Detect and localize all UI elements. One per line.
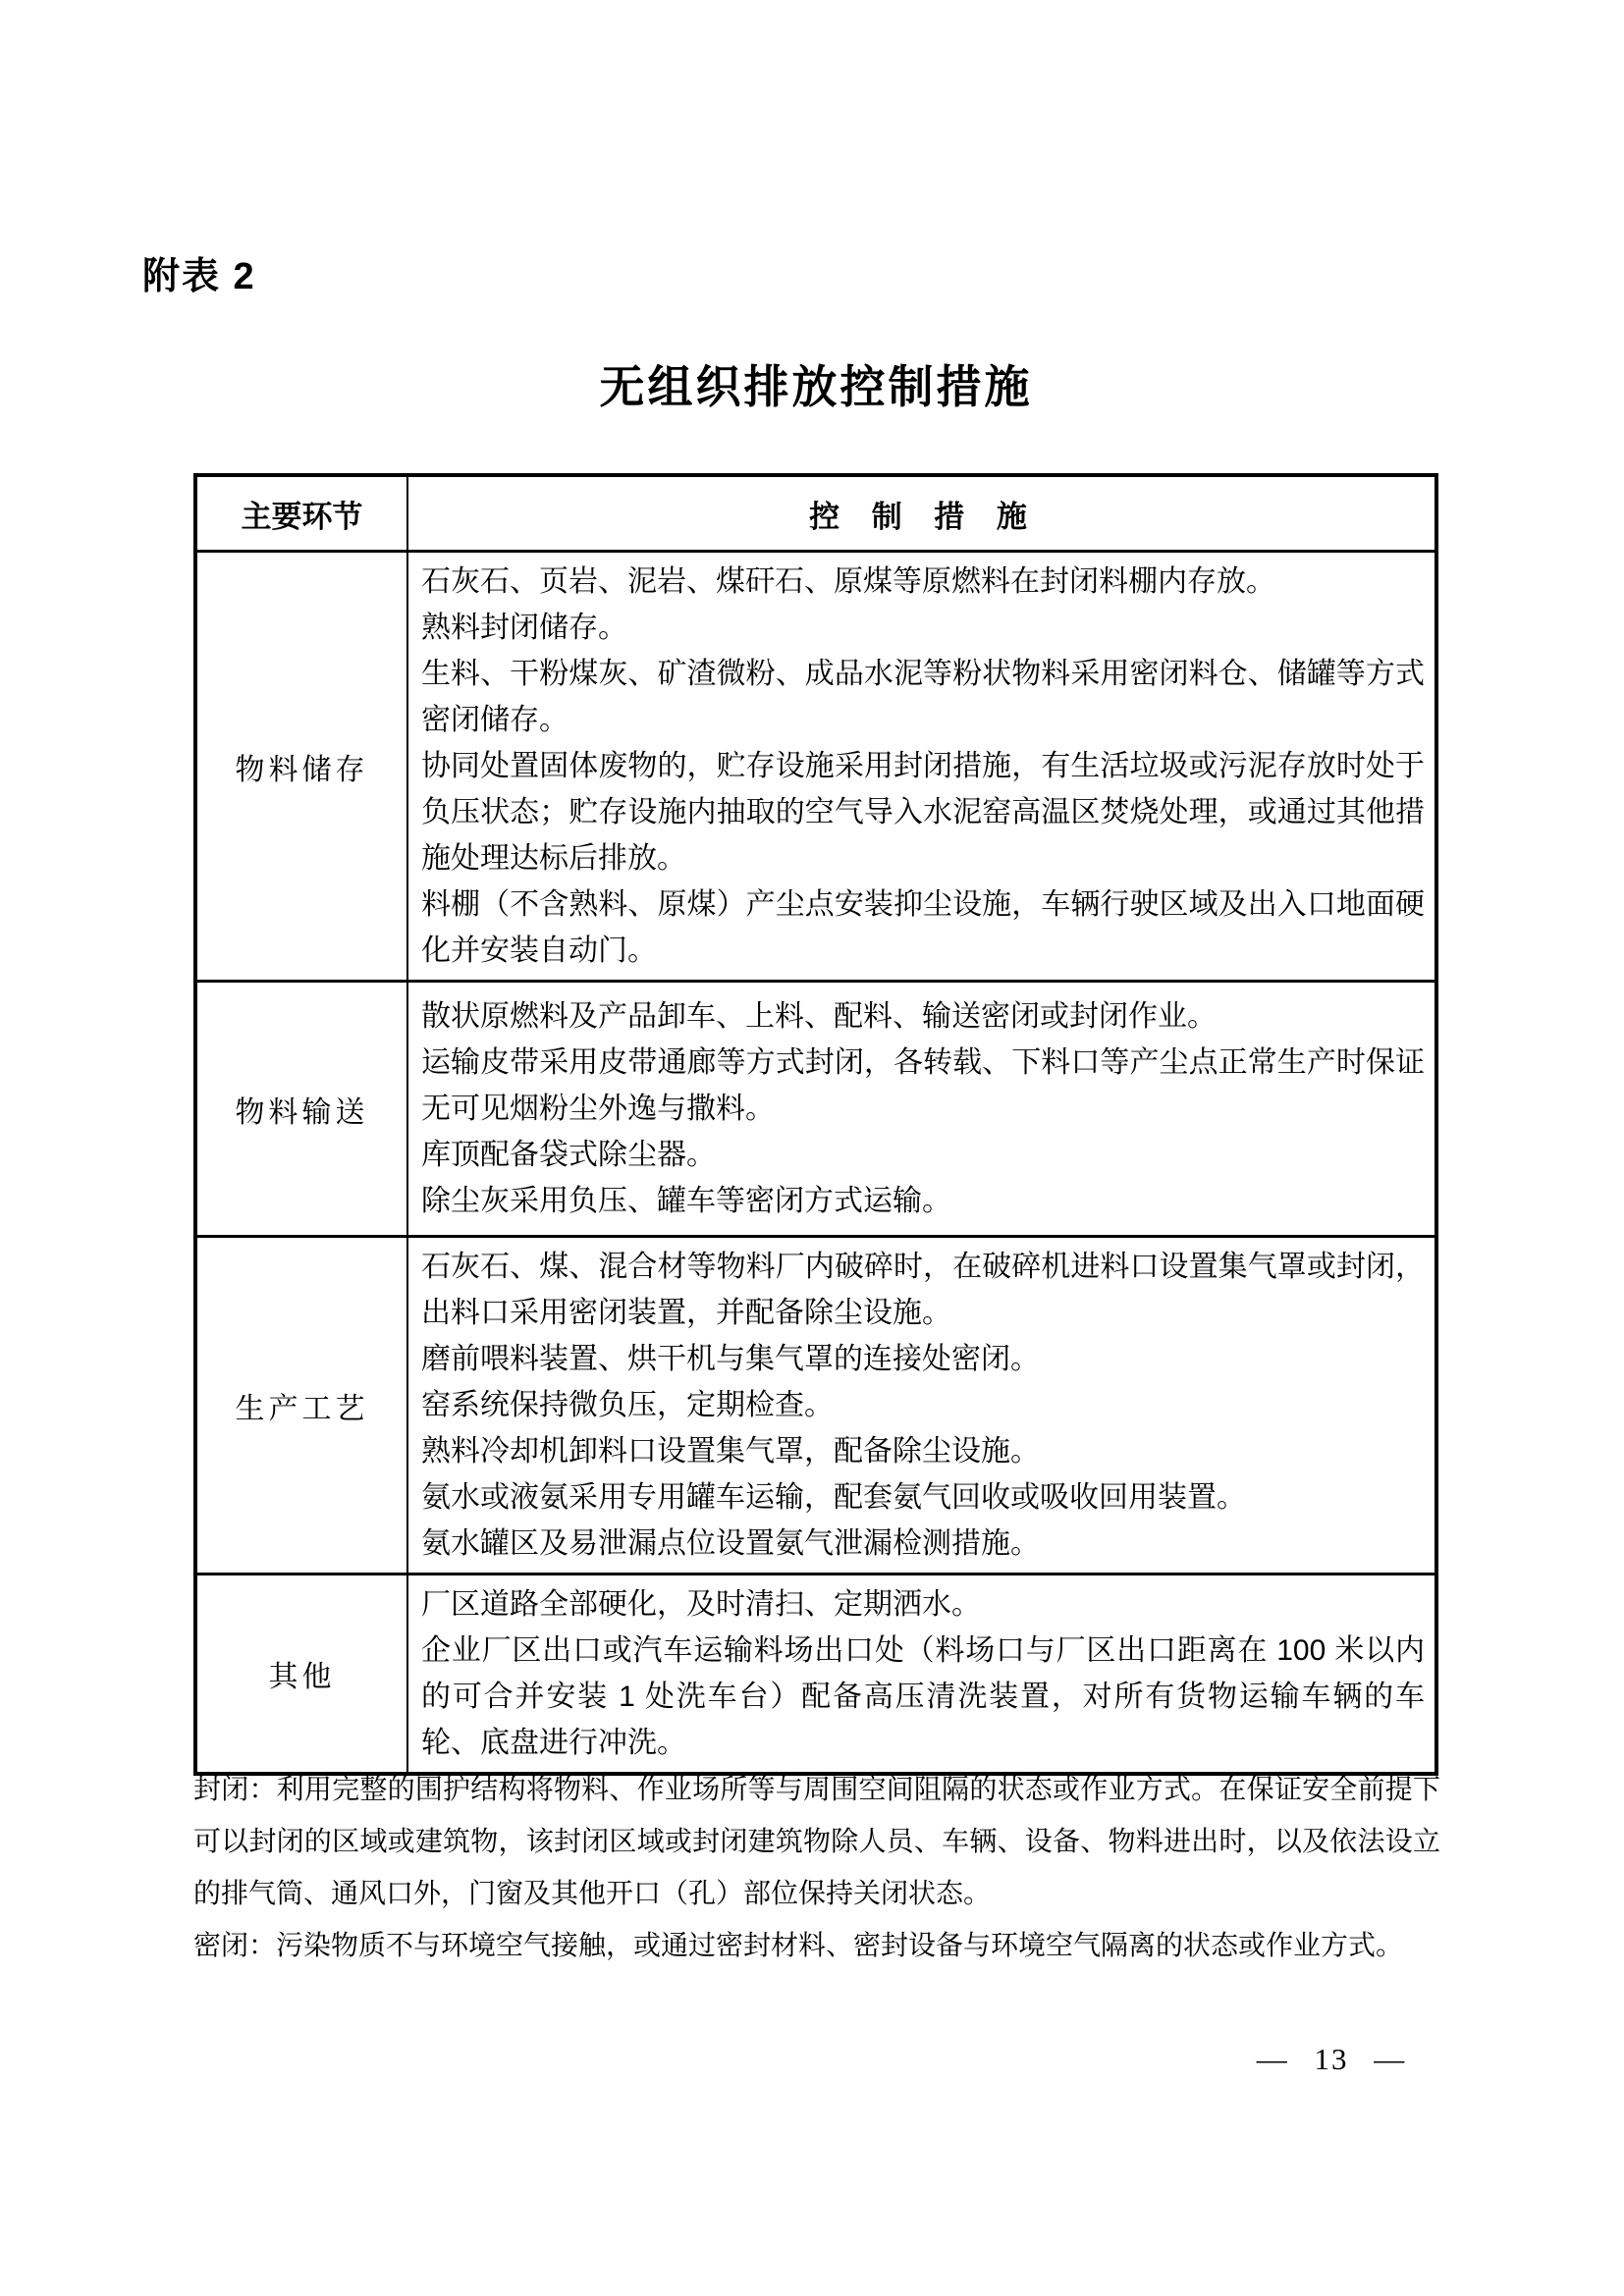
measure-item: 协同处置固体废物的，贮存设施采用封闭措施，有生活垃圾或污泥存放时处于负压状态；贮存设施内抽取的空气导入水泥窑高温区焚烧处理，或通过其他措施处理达标后排放。 xyxy=(421,750,1425,875)
row-label-material-transport: 物料输送 xyxy=(195,982,407,1237)
row-measures-production-process xyxy=(407,1237,1436,1575)
note-mibi-definition: 密闭：污染物质不与环境空气接触，或通过密封材料、密封设备与环境空气隔离的状态或作业方式。 xyxy=(193,1930,1404,1960)
table-row xyxy=(195,552,1436,982)
row-measures-material-transport xyxy=(407,982,1436,1237)
measure-item: 氨水或液氨采用专用罐车运输，配套氨气回收或吸收回用装置。 xyxy=(421,1481,1246,1514)
column-header-main-stage: 主要环节 xyxy=(195,475,407,552)
row-label-material-storage: 物料储存 xyxy=(195,552,407,982)
table-row xyxy=(195,982,1436,1237)
measure-item: 石灰石、页岩、泥岩、煤矸石、原煤等原燃料在封闭料棚内存放。 xyxy=(421,565,1275,598)
page-number: — 13 — xyxy=(1256,2042,1407,2076)
row-measures-material-storage xyxy=(407,552,1436,982)
table-header-row xyxy=(195,475,1436,552)
table-row xyxy=(195,1237,1436,1575)
measure-item: 企业厂区出口或汽车运输料场出口处（料场口与厂区出口距离在 100 米以内的可合并安装 1 处洗车台）配备高压清洗装置，对所有货物运输车辆的车轮、底盘进行冲洗。 xyxy=(421,1634,1425,1759)
table-row xyxy=(195,1575,1436,1775)
measure-item: 散状原燃料及产品卸车、上料、配料、输送密闭或封闭作业。 xyxy=(421,1000,1217,1033)
definition-notes xyxy=(193,1763,1440,1971)
measure-item: 磨前喂料装置、烘干机与集气罩的连接处密闭。 xyxy=(421,1343,1040,1375)
measure-item: 熟料封闭储存。 xyxy=(421,612,627,644)
row-label-production-process: 生产工艺 xyxy=(195,1237,407,1575)
note-fengbi-definition: 封闭：利用完整的围护结构将物料、作业场所等与周围空间阻隔的状态或作业方式。在保证安全前提下可以封闭的区域或建筑物，该封闭区域或封闭建筑物除人员、车辆、设备、物料进出时，以及依法设立的排气筒、通风口外，门窗及其他开口（孔）部位保持关闭状态。 xyxy=(193,1774,1440,1908)
row-label-other: 其他 xyxy=(195,1575,407,1775)
measure-item: 库顶配备袋式除尘器。 xyxy=(421,1139,716,1171)
row-measures-other xyxy=(407,1575,1436,1775)
measure-item: 氨水罐区及易泄漏点位设置氨气泄漏检测措施。 xyxy=(421,1527,1040,1560)
measure-item: 运输皮带采用皮带通廊等方式封闭，各转载、下料口等产尘点正常生产时保证无可见烟粉尘外逸与撒料。 xyxy=(421,1046,1425,1125)
page-title: 无组织排放控制措施 xyxy=(599,361,1033,412)
control-measures-table xyxy=(193,473,1438,1776)
measure-item: 厂区道路全部硬化，及时清扫、定期洒水。 xyxy=(421,1588,981,1621)
measure-item: 除尘灰采用负压、罐车等密闭方式运输。 xyxy=(421,1185,951,1217)
appendix-label: 附表 2 xyxy=(142,256,256,297)
measure-item: 石灰石、煤、混合材等物料厂内破碎时，在破碎机进料口设置集气罩或封闭，出料口采用密闭装置，并配备除尘设施。 xyxy=(421,1251,1425,1329)
column-header-control-measures: 控 制 措 施 xyxy=(407,475,1436,552)
measure-item: 料棚（不含熟料、原煤）产尘点安装抑尘设施，车辆行驶区域及出入口地面硬化并安装自动门。 xyxy=(421,888,1425,967)
measure-item: 窑系统保持微负压，定期检查。 xyxy=(421,1389,834,1421)
measure-item: 生料、干粉煤灰、矿渣微粉、成品水泥等粉状物料采用密闭料仓、储罐等方式密闭储存。 xyxy=(421,658,1425,736)
measure-item: 熟料冷却机卸料口设置集气罩，配备除尘设施。 xyxy=(421,1435,1040,1468)
